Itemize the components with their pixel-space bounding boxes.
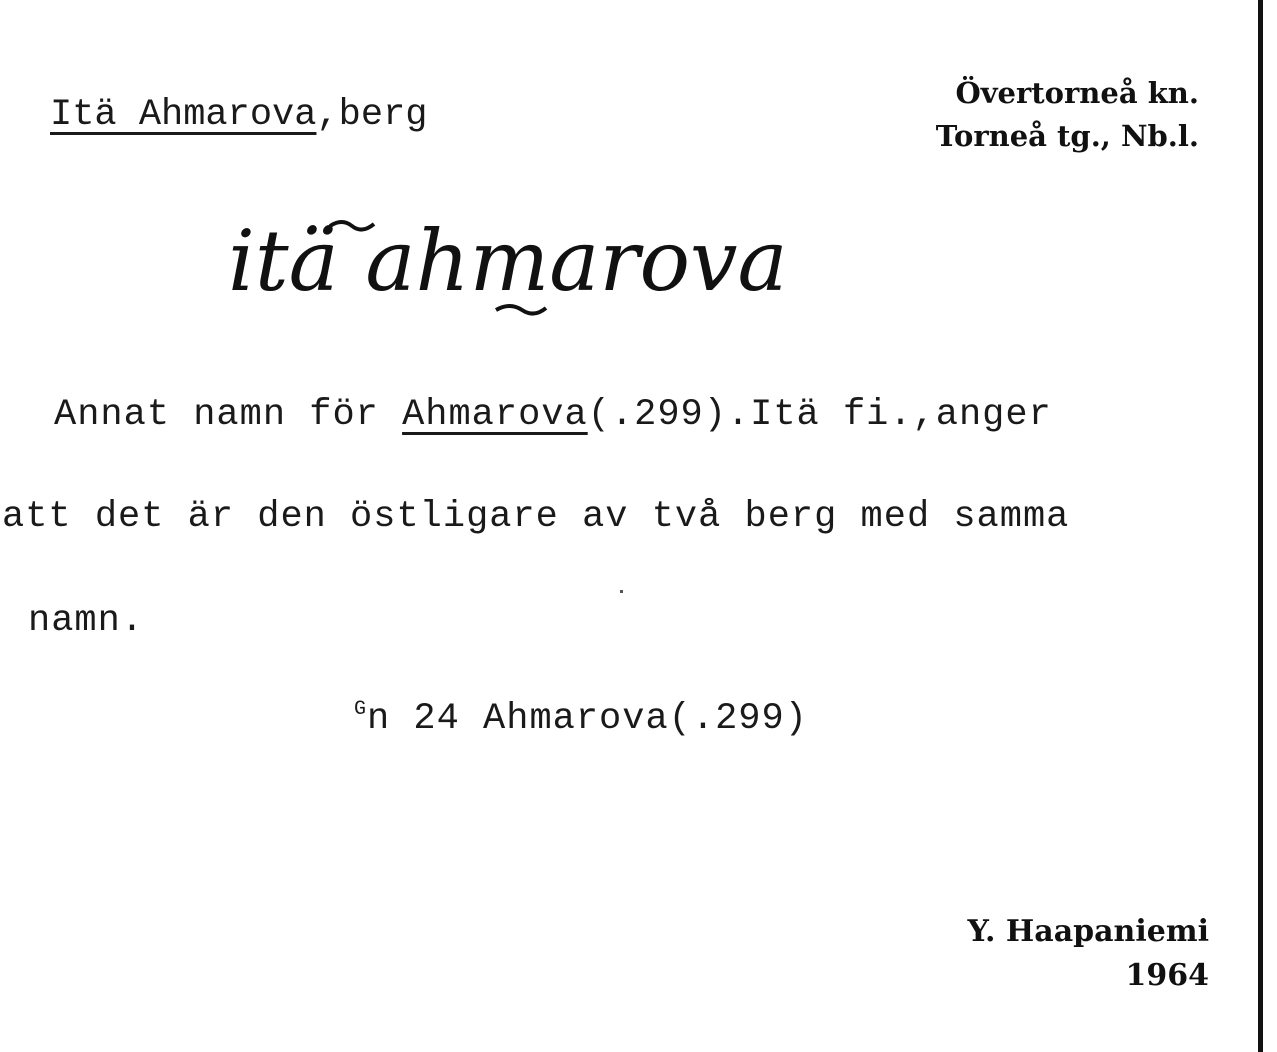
parish-line: Övertorneå kn.	[955, 76, 1199, 110]
record-year: 1964	[1125, 958, 1209, 993]
handwritten-text: itä ahmarova	[228, 214, 788, 310]
body-text: Annat namn för	[54, 394, 403, 436]
signature-block	[967, 910, 1209, 998]
map-reference	[354, 698, 808, 740]
cross-reference-name: Ahmarova	[402, 394, 588, 436]
district-line: Torneå tg., Nb.l.	[935, 119, 1199, 153]
author-name: Y. Haapaniemi	[967, 914, 1209, 949]
entry-heading	[50, 94, 427, 136]
parish-info	[936, 72, 1199, 158]
handwritten-pronunciation	[228, 214, 928, 324]
reference-superscript: G	[354, 698, 368, 721]
body-line-2: att det är den östligare av två berg med samma	[2, 496, 1070, 538]
entry-type: ,berg	[316, 94, 428, 136]
scan-speck	[620, 590, 623, 593]
entry-name: Itä Ahmarova	[50, 94, 317, 136]
body-line-3: namn.	[28, 600, 145, 642]
card-edge-line	[1258, 0, 1263, 1052]
body-line-1	[54, 394, 1052, 436]
reference-text: n 24 Ahmarova(.299)	[367, 698, 808, 740]
body-text: (.299).Itä fi.,anger	[587, 394, 1052, 436]
